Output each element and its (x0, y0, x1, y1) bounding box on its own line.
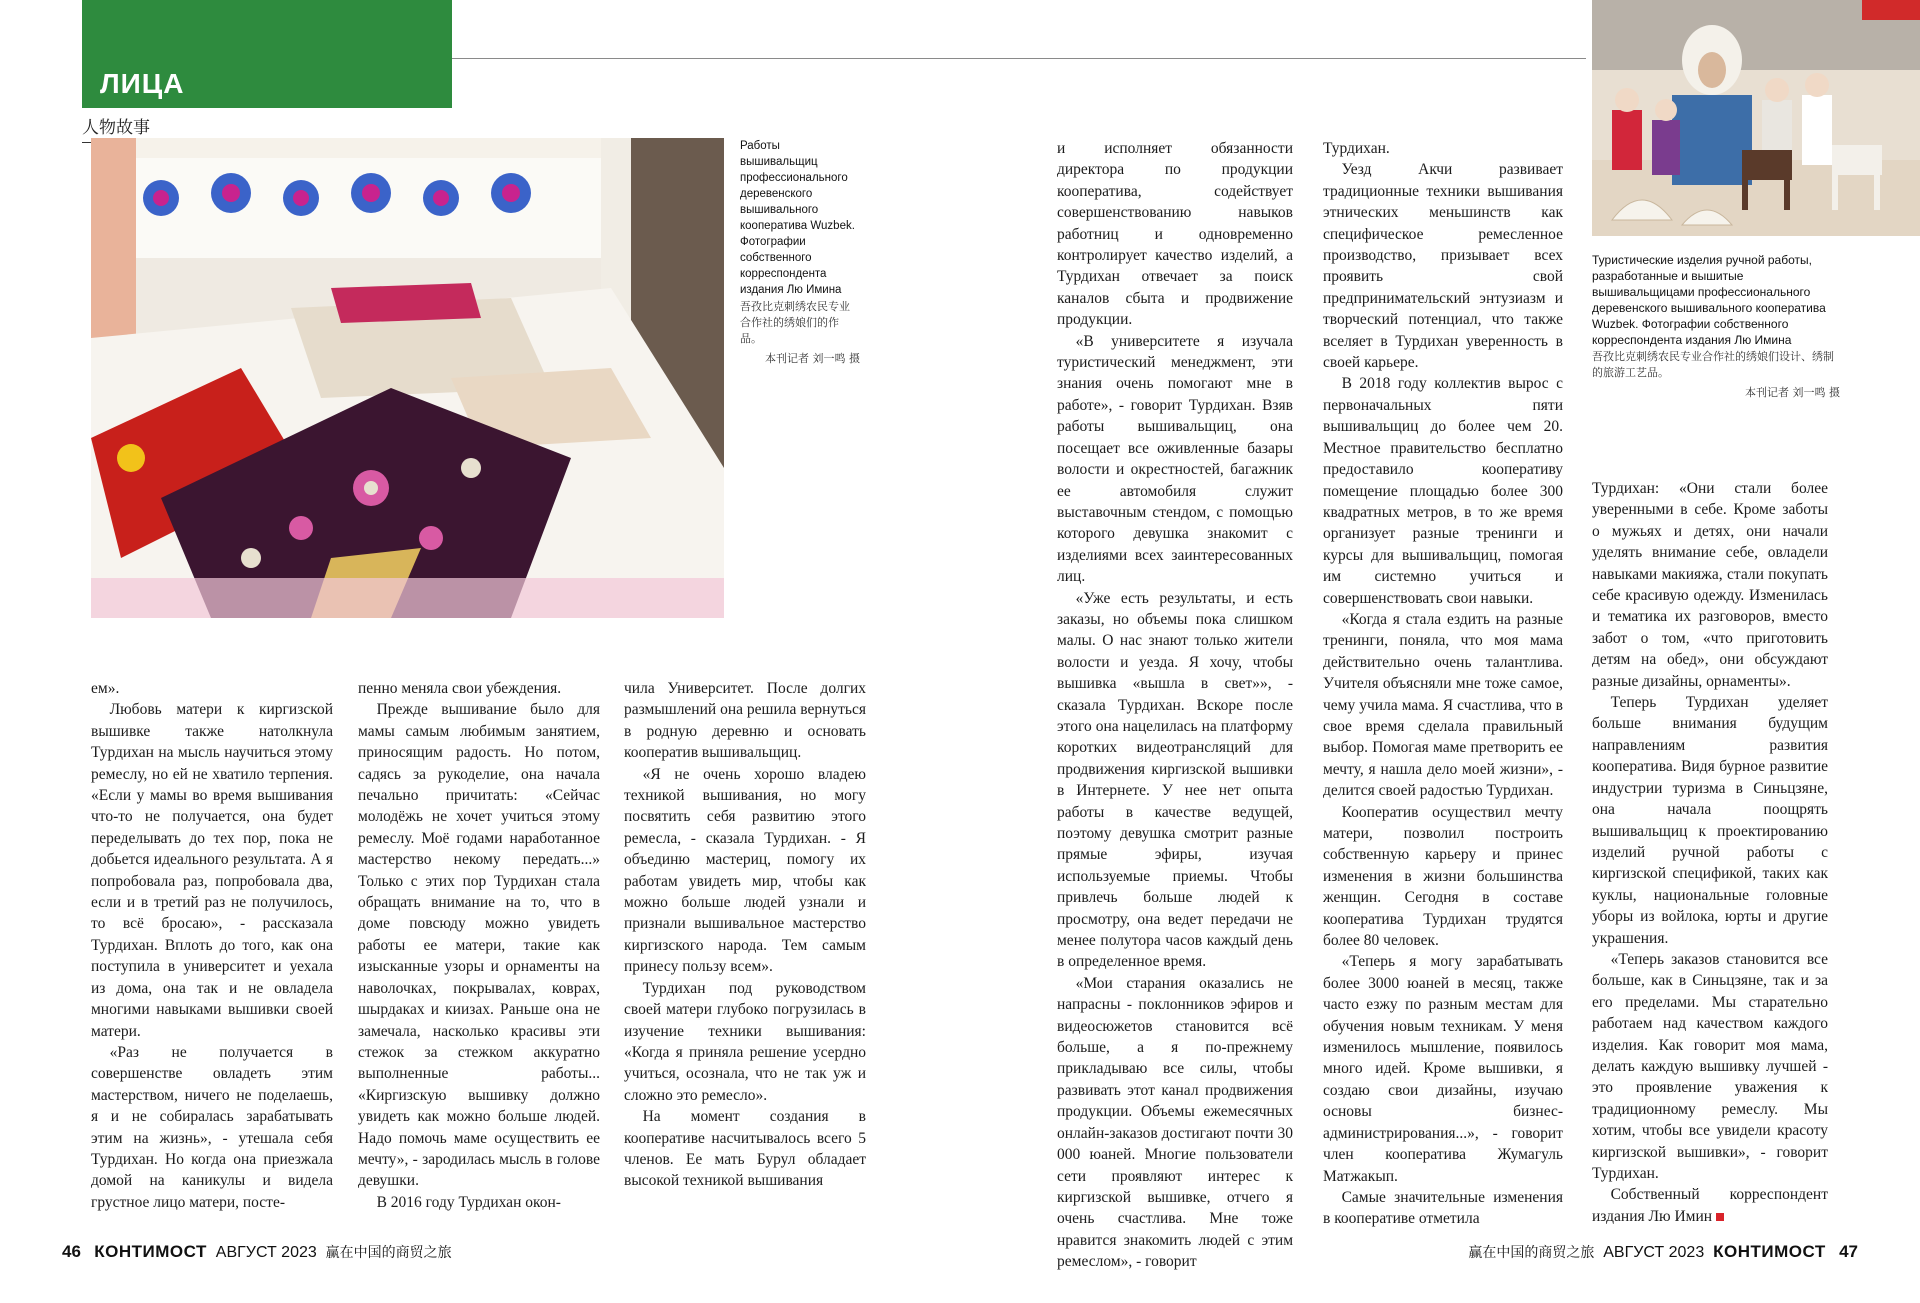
paragraph: «Когда я стала ездить на разные тренинги, поняла, что моя мама действительно очень талантлива. Учителя объясняли мне тоже самое, чему учила мама. Я счастлива, что в свое время сделала правильный выбор. Помогая маме претворить ее мечту, я нашла дело моей жизни», - делится своей радостью Турдихан. (1323, 610, 1563, 800)
header-rule (452, 58, 1586, 59)
issue-date: АВГУСТ 2023 (215, 1244, 317, 1261)
paragraph: Уезд Акчи развивает традиционные техники вышивания этнических меньшинств как специфическое ремесленное производство, призывает всех проявить свой предпринимательский энтузиазм и творческий потенциал, что также вселяет в Турдихан уверенность в своей карьере. (1323, 161, 1563, 372)
page-number: 47 (1839, 1242, 1858, 1261)
slogan: 赢在中国的商贸之旅 (1468, 1245, 1595, 1261)
paragraph: «Я не очень хорошо владею техникой вышивания, но могу посвятить себя развитию этого ремесла, - сказала Турдихан. - Я объединю мастериц, помогу их работам увидеть мир, чтобы как можно больше людей узнали и признали вышивальное мастерство киргизского народа. Тем самым принесу пользу всем». (624, 765, 866, 976)
paragraph: «Уже есть результаты, и есть заказы, но объемы пока слишком малы. О нас знают только жители волости и уезда. Я хочу, чтобы вышивка «вышла в свет»», - сказала Турдихан. Вскоре после этого она нацелилась на платформу коротких видеотрансляций для продвижения киргизской вышивки в Интернете. У нее нет опыта работы в качестве ведущей, поэтому девушка смотрит разные прямые эфиры, изучая используемые приемы. Чтобы привлечь больше людей к просмотру, она ведет передачи не менее полутора часов каждый день в определенное время. (1057, 589, 1293, 971)
footer-left (62, 1242, 452, 1262)
text-column-4 (1057, 138, 1293, 1273)
main-photo-caption (740, 138, 860, 367)
section-subtitle: 人物故事 (82, 113, 452, 143)
caption-credit: 本刊记者 刘一鸣 摄 (765, 352, 860, 365)
paragraph: и исполняет обязанности директора по продукции кооператива, содействует совершенствованию навыков работниц и одновременно контролирует качество изделий, а Турдихан отвечает за поиск каналов сбыта и продвижение продукции. (1057, 140, 1293, 329)
magazine-brand: КОНТИМОСТ (1713, 1242, 1826, 1261)
slogan: 赢在中国的商贸之旅 (325, 1245, 452, 1261)
paragraph: «Раз не получается в совершенстве овладеть этим мастерством, ничего не поделаешь, я и не собиралась зарабатывать этим на жизнь», - утешала себя Турдихан. Но когда она приезжала домой на каникулы и видела грустное лицо матери, посте- (91, 1043, 333, 1211)
paragraph: Турдихан: «Они стали более уверенными в себе. Кроме заботы о мужьях и детях, они начали уделять внимание себе, овладели навыками макияжа, стали покупать себе красивую одежду. Изменилась и тематика их разговоров, вместо забот о том, «что приготовить детям на обед», они обсуждают разные дизайны, орнаменты». (1592, 480, 1828, 690)
end-mark-icon (1716, 1213, 1724, 1221)
byline (1592, 1184, 1828, 1227)
text-column-5 (1323, 138, 1563, 1230)
byline-text: Собственный корреспондент издания Лю Имин (1592, 1186, 1828, 1225)
paragraph: Турдихан под руководством своей матери глубоко погрузилась в изучение техники вышивания: «Когда я приняла решение усердно учиться, осознала, что не так уж и сложно это ремесло». (624, 979, 866, 1104)
paragraph: В 2016 году Турдихан окон- (376, 1193, 561, 1211)
paragraph: Прежде вышивание было для мамы самым любимым занятием, приносящим радость. Но потом, садясь за рукоделие, она начала печально причитать: «Сейчас молодёжь не хочет учиться этому ремеслу. Моё годами наработанное мастерство некому передать...» Только с этих пор Турдихан стала обращать внимание на то, что в доме повсюду можно увидеть работы ее матери, такие как изысканные узоры и орнаменты на наволочках, покрывалах, коврах, шырдаках и киизах. Раньше она не замечала, насколько красивы эти стежок за стежком аккуратно выполненные работы... «Киргизскую вышивку должно увидеть как можно больше людей. Надо помочь маме осуществить ее мечту», - зародилась мысль в голове девушки. (358, 701, 600, 1190)
paragraph: ем». (91, 680, 120, 697)
footer-right (1468, 1242, 1858, 1262)
caption-cn: 吾孜比克刺绣农民专业合作社的绣娘们的作品。 (740, 300, 850, 345)
paragraph: Теперь Турдихан уделяет больше внимания будущим направлениям развития кооператива. Видя бурное развитие индустрии туризма в Синьцзяне, она начала поощрять вышивальщиц к проектированию изделий ручной работы с киргизской спецификой, таких как куклы, национальные головные уборы из войлока, юрты и другие украшения. (1592, 694, 1828, 947)
caption-ru: Туристические изделия ручной работы, разработанные и вышитые вышивальщицами профессионального деревенского вышивального кооператива Wuzbek. Фотографии собственного корреспондента издания Лю Имина (1592, 253, 1826, 347)
paragraph: «Теперь заказов становится все больше, как в Синьцзяне, так и за его пределами. Мы старательно работаем над качеством каждого изделия. Как говорит моя мама, делать каждую вышивку лучшей - это проявление уважения к традиционному ремеслу. Мы хотим, чтобы все увидели красоту киргизской вышивки», - говорит Турдихан. (1592, 950, 1828, 1182)
text-column-1 (91, 678, 333, 1213)
paragraph: Любовь матери к киргизской вышивке также натолкнула Турдихан на мысль научиться этому ремеслу, но ей не хватило терпения. «Если у мамы во время вышивания что-то не получается, она будет переделывать до тех пор, пока не добьется идеального результата. А я попробовала раз, попробовала два, если и в третий раз не получилось, то всё бросаю», - рассказала Турдихан. Вплоть до того, как она поступила в университет и уехала из дома, она так и не овладела многими навыками вышивки своей матери. (91, 701, 333, 1040)
top-photo-caption (1592, 252, 1840, 401)
issue-date: АВГУСТ 2023 (1603, 1244, 1705, 1261)
text-column-2 (358, 678, 600, 1213)
paragraph: На момент создания в кооперативе насчитывалось всего 5 членов. Ее мать Бурул обладает высокой техникой вышивания (624, 1108, 866, 1190)
caption-credit: 本刊记者 刘一鸣 摄 (1745, 386, 1840, 399)
handicraft-photo (1592, 0, 1920, 236)
caption-cn: 吾孜比克刺绣农民专业合作社的绣娘们设计、绣制的旅游工艺品。 (1592, 350, 1834, 379)
paragraph: В 2018 году коллектив вырос с первоначальных пяти вышивальщиц до более чем 20. Местное правительство бесплатно предоставило кооперативу помещение площадью более 300 квадратных метров, в то же время организует разные тренинги и курсы для вышивальщиц, помогая им системно учиться и совершенствовать свои навыки. (1323, 375, 1563, 607)
caption-ru: Работы вышивальщиц профессионального деревенского вышивального кооператива Wuzbek. Фотографии собственного корреспондента издания Лю Имина (740, 140, 855, 296)
text-column-3 (624, 678, 866, 1192)
embroidery-photo (91, 138, 724, 618)
paragraph: чила Университет. После долгих размышлений она решила вернуться в родную деревню и основать кооператив вышивальщиц. (624, 680, 866, 762)
paragraph: «Теперь я могу зарабатывать более 3000 юаней в месяц, также часто езжу по разным местам для обучения новым техникам. У меня изменилось мышление, появилось много идей. Кроме вышивки, я создаю свои дизайны, изучаю основы бизнес-администрирования...», - говорит член кооператива Жумагуль Матжакып. (1323, 953, 1563, 1185)
paragraph: «Мои старания оказались не напрасны - поклонников эфиров и видеосюжетов становится всё больше, а я по-прежнему прикладываю все силы, чтобы развивать этот канал продвижения продукции. Объемы ежемесячных онлайн-заказов достигают почти 30 000 юаней. Многие пользователи сети проявляют интерес к киргизской вышивке, отчего я очень счастлива. Мне тоже нравится знакомить людей с этим ремеслом», - говорит (1057, 974, 1293, 1271)
paragraph: Самые значительные изменения в кооперативе отметила (1323, 1188, 1563, 1228)
paragraph: «В университете я изучала туристический менеджмент, эти знания очень помогают мне в работе», - говорит Турдихан. Взяв работы вышивальщиц, она посещает все оживленные базары волости и окрестностей, багажник ее автомобиля служит выставочным стендом, с помощью которого девушка знакомит с изделиями всех заинтересованных лиц. (1057, 332, 1293, 586)
paragraph: пенно меняла свои убеждения. (358, 680, 562, 697)
paragraph: Кооператив осуществил мечту матери, позволил построить собственную карьеру и принес изменения в жизни большинства женщин. Сегодня в составе кооператива Турдихан трудятся более 80 человек. (1323, 803, 1563, 950)
magazine-brand: КОНТИМОСТ (94, 1242, 207, 1261)
text-column-6 (1592, 478, 1828, 1227)
page-number: 46 (62, 1242, 81, 1261)
paragraph: Турдихан. (1323, 140, 1390, 157)
section-title: ЛИЦА (100, 68, 185, 99)
